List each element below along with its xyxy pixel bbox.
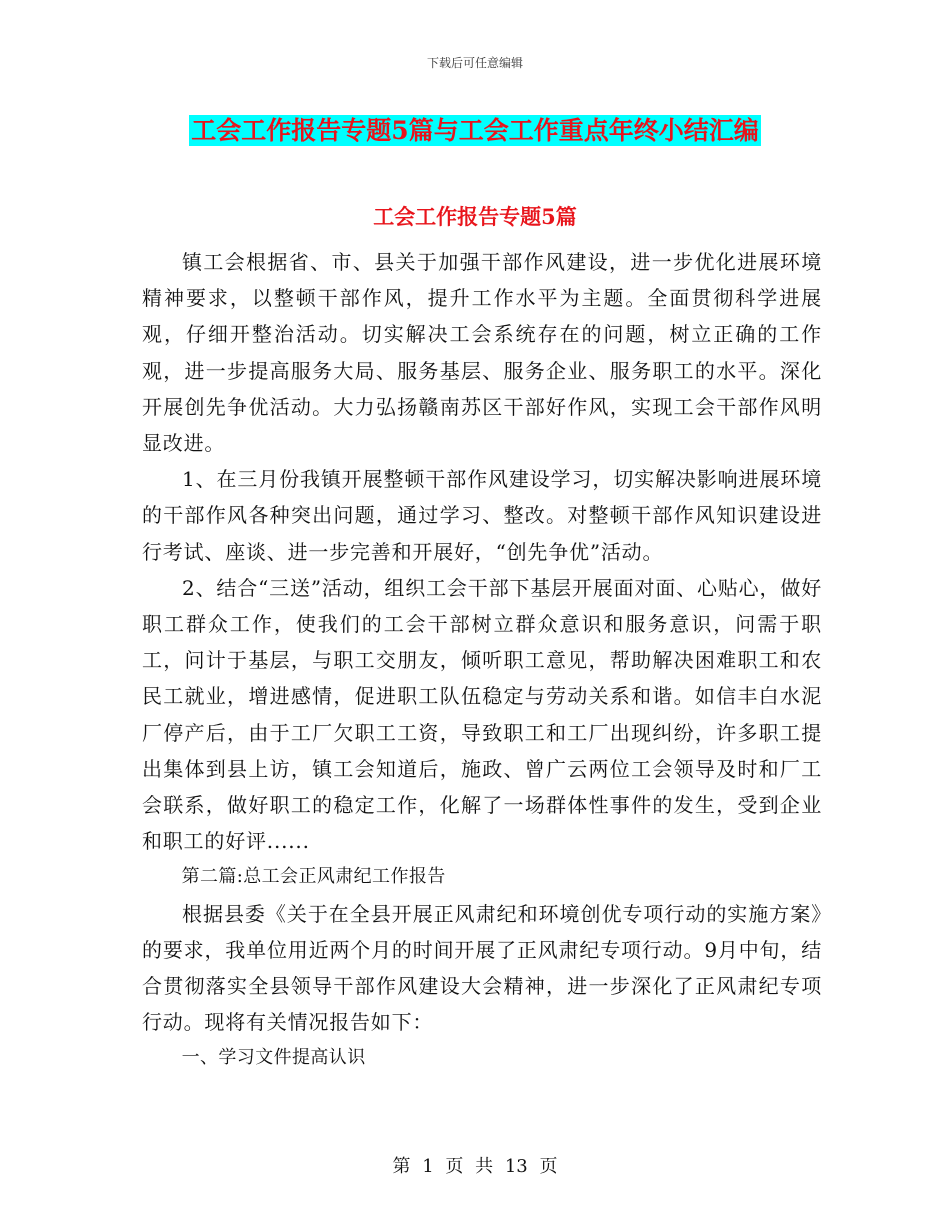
document-title-text: 工会工作报告专题5篇与工会工作重点年终小结汇编 [191,116,759,145]
page-header-note: 下载后可任意编辑 [426,56,523,70]
document-subtitle: 工会工作报告专题5篇 [373,204,577,229]
body-paragraph: 镇工会根据省、市、县关于加强干部作风建设，进一步优化进展环境精神要求，以整顿干部作风，提升工作水平为主题。全面贯彻科学进展观，仔细开整治活动。切实解决工会系统存在的问题，树立正确的工作观，进一步提高服务大局、服务基层、服务企业、服务职工的水平。深化开展创先争优活动。大力弘扬赣南苏区干部好作风，实现工会干部作风明显改进。 [142,250,822,456]
page-number: 第 1 页 共 13 页 [392,1156,558,1177]
body-paragraph: 1、在三月份我镇开展整顿干部作风建设学习，切实解决影响进展环境的干部作风各种突出问题，通过学习、整改。对整顿干部作风知识建设进行考试、座谈、进一步完善和开展好，“创先争优”活动。 [142,467,822,564]
body-paragraph: 根据县委《关于在全县开展正风肃纪和环境创优专项行动的实施方案》的要求，我单位用近两个月的时间开展了正风肃纪专项行动。9月中旬，结合贯彻落实全县领导干部作风建设大会精神，进一步深化了正风肃纪专项行动。现将有关情况报告如下： [142,901,822,1035]
body-paragraph: 2、结合“三送”活动，组织工会干部下基层开展面对面、心贴心，做好职工群众工作，使我们的工会干部树立群众意识和服务意识，问需于职工，问计于基层，与职工交朋友，倾听职工意见，帮助解决困难职工和农民工就业，增进感情，促进职工队伍稳定与劳动关系和谐。如信丰白水泥厂停产后，由于工厂欠职工工资，导致职工和工厂出现纠纷，许多职工提出集体到县上访，镇工会知道后，施政、曾广云两位工会领导及时和厂工会联系，做好职工的稳定工作，化解了一场群体性事件的发生，受到企业和职工的好评...... [142,575,822,854]
section-heading: 第二篇:总工会正风肃纪工作报告 [181,866,446,888]
document-title [0,114,950,148]
section-heading: 一、学习文件提高认识 [181,1047,366,1069]
document-body [142,244,822,1077]
